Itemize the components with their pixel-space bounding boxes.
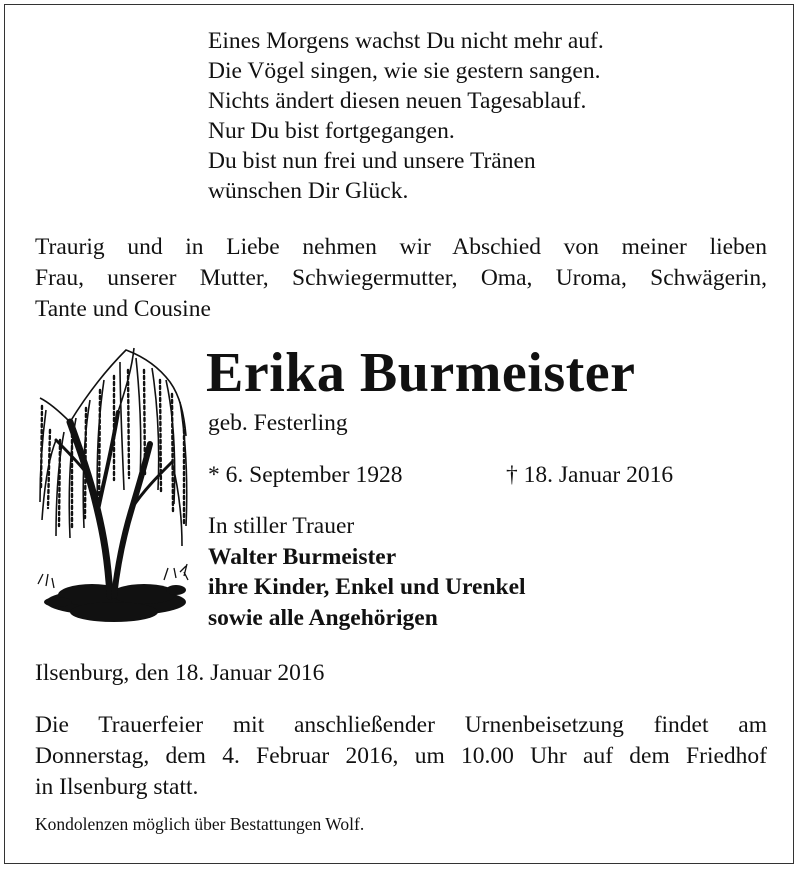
- poem-line: Du bist nun frei und unsere Tränen: [208, 148, 536, 174]
- funeral-line: Die Trauerfeier mit anschließender Urnenbeisetzung findet am: [35, 712, 767, 738]
- birth-date: * 6. September 1928: [208, 462, 403, 488]
- intro-line: Tante und Cousine: [35, 296, 211, 322]
- mourner-name: Walter Burmeister: [208, 543, 397, 570]
- poem-line: Nur Du bist fortgegangen.: [208, 118, 455, 144]
- poem-line: Nichts ändert diesen neuen Tagesablauf.: [208, 88, 587, 114]
- poem-line: Eines Morgens wachst Du nicht mehr auf.: [208, 28, 604, 54]
- intro-paragraph: [35, 232, 767, 325]
- mourner-name: ihre Kinder, Enkel und Urenkel: [208, 574, 526, 600]
- weeping-willow-icon: [34, 340, 192, 630]
- death-date: † 18. Januar 2016: [506, 462, 674, 488]
- maiden-name: geb. Festerling: [208, 410, 348, 436]
- intro-line: Traurig und in Liebe nehmen wir Abschied von meiner lieben: [35, 234, 767, 260]
- poem-line: wünschen Dir Glück.: [208, 178, 409, 204]
- place-and-date: Ilsenburg, den 18. Januar 2016: [35, 660, 325, 686]
- funeral-paragraph: [35, 710, 767, 803]
- condolences-note: Kondolenzen möglich über Bestattungen Wolf.: [35, 814, 365, 834]
- mourners-block: [208, 511, 526, 633]
- mourner-name: sowie alle Angehörigen: [208, 604, 438, 631]
- mourners-heading: In stiller Trauer: [208, 513, 355, 539]
- poem-line: Die Vögel singen, wie sie gestern sangen.: [208, 58, 601, 84]
- poem: [208, 26, 768, 206]
- deceased-name: Erika Burmeister: [206, 342, 636, 404]
- intro-line: Frau, unserer Mutter, Schwiegermutter, Oma, Uroma, Schwägerin,: [35, 265, 767, 291]
- funeral-line: in Ilsenburg statt.: [35, 774, 199, 800]
- funeral-line: Donnerstag, dem 4. Februar 2016, um 10.00 Uhr auf dem Friedhof: [35, 743, 767, 769]
